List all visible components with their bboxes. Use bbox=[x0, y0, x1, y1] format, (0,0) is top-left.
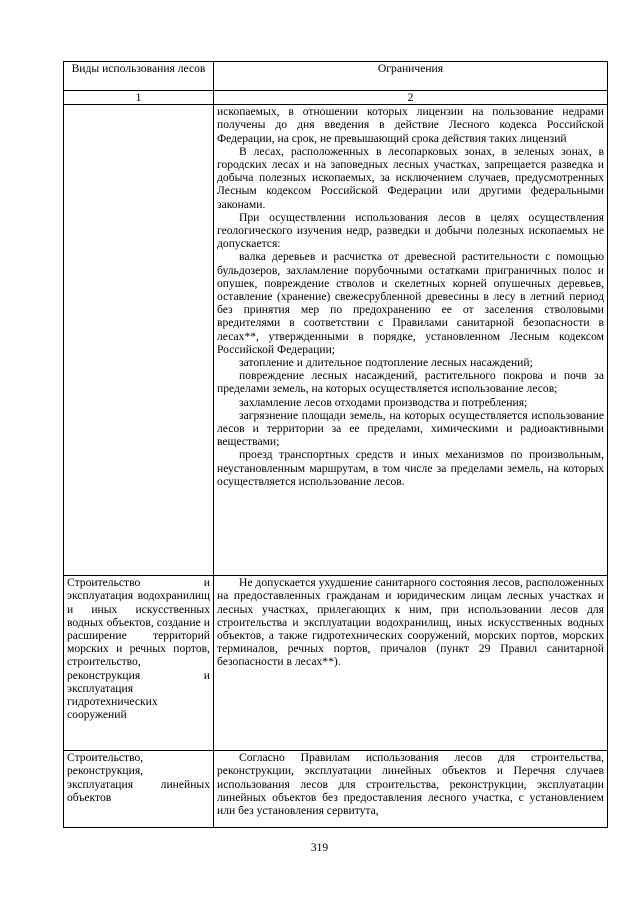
restriction-paragraph: захламление лесов отходами производства и потребления; bbox=[239, 395, 528, 409]
forest-use-type-cell: Строительство, реконструкция, эксплуатация линейных объектов bbox=[64, 751, 214, 828]
column-number-2: 2 bbox=[214, 91, 608, 105]
restriction-paragraph: затопление и длительное подтопление лесных насаждений; bbox=[239, 356, 533, 370]
restrictions-cell bbox=[214, 576, 608, 751]
restriction-paragraph: Не допускается ухудшение санитарного состояния лесов, расположенных на предоставленных гражданам и юридическим лицам лесных участках и лесных участках, прилегающих к ним, при использовании лесов для строительства и эксплуатации водохранилищ, иных искусственных водных объектов, а также гидротехнических сооружений, морских портов, морских терминалов, речных портов, причалов (пункт 29 Правил санитарной безопасности в лесах**). bbox=[217, 576, 604, 669]
forest-use-type-cell: Строительство и эксплуатация водохранилищ и иных искусственных водных объектов, создание и расширение территорий морских и речных портов, строительство, реконструкция и эксплуатация гидротехнических сооружений bbox=[64, 576, 214, 751]
page-number: 319 bbox=[310, 842, 329, 854]
table-header-row bbox=[64, 62, 608, 91]
forest-use-type-cell bbox=[64, 105, 214, 576]
column-number-row bbox=[64, 91, 608, 105]
table-row bbox=[64, 576, 608, 751]
restriction-paragraph: Согласно Правилам использования лесов для строительства, реконструкции, эксплуатации линейных объектов и Перечня случаев использования лесов для строительства, реконструкции, эксплуатации линейных объектов без предоставления лесного участка, с установлением или без установления сервитута, bbox=[217, 751, 604, 818]
restriction-paragraph: ископаемых, в отношении которых лицензии на пользование недрами получены до дня введения в действие Лесного кодекса Российской Федерации, на срок, не превышающий срока действия таких лицензий bbox=[217, 105, 604, 145]
column-number-1: 1 bbox=[64, 91, 214, 105]
header-restrictions: Ограничения bbox=[214, 62, 608, 91]
header-forest-use-types: Виды использования лесов bbox=[64, 62, 214, 91]
restrictions-cell bbox=[214, 105, 608, 576]
restriction-paragraph: В лесах, расположенных в лесопарковых зонах, в зеленых зонах, в городских лесах и на заповедных лесных участках, запрещается разведка и добыча полезных ископаемых, за исключением случаев, предусмотренных Лесным кодексом Российской Федерации или другими федеральными законами. bbox=[217, 144, 604, 211]
restriction-paragraph: валка деревьев и расчистка от древесной растительности с помощью бульдозеров, захламление порубочными остатками приграничных полос и опушек, повреждение стволов и скелетных корней опушечных деревьев, оставление (хранение) свежесрубленной древесины в лесу в летний период без принятия мер по предохранению ее от заселения стволовыми вредителями в соответствии с Правилами санитарной безопасности в лесах**, утвержденными в порядке, установленном Лесным кодексом Российской Федерации; bbox=[217, 250, 604, 356]
restriction-paragraph: При осуществлении использования лесов в целях осуществления геологического изучения недр, разведки и добычи полезных ископаемых не допускается: bbox=[217, 210, 604, 251]
restrictions-table bbox=[63, 61, 608, 828]
restriction-paragraph: повреждение лесных насаждений, растительного покрова и почв за пределами земель, на которых осуществляется использование лесов; bbox=[217, 369, 604, 396]
table-row bbox=[64, 751, 608, 828]
restrictions-cell bbox=[214, 751, 608, 828]
restriction-paragraph: загрязнение площади земель, на которых осуществляется использование лесов и территории за ее пределами, химическими и радиоактивными веществами; bbox=[217, 408, 604, 449]
table-row bbox=[64, 105, 608, 576]
restriction-paragraph: проезд транспортных средств и иных механизмов по произвольным, неустановленным маршрутам, в том числе за пределами земель, на которых осуществляется использование лесов. bbox=[217, 448, 604, 488]
